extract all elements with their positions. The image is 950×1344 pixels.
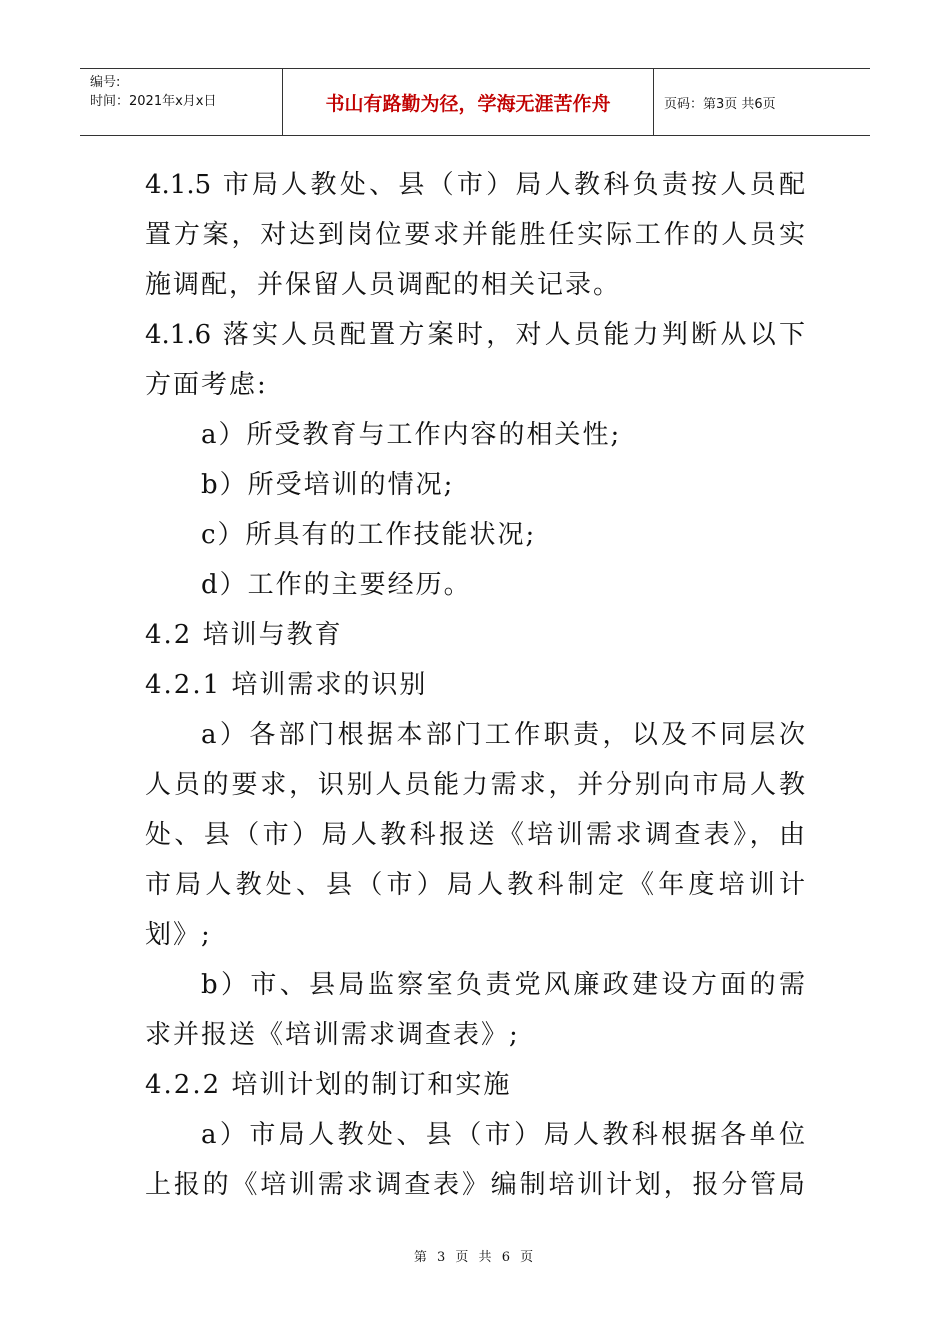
text-line: 划》;	[145, 920, 212, 950]
text-line: 人员的要求，识别人员能力需求，并分别向市局人教	[145, 770, 805, 800]
text-line: 方面考虑:	[145, 370, 268, 400]
text-line: a）各部门根据本部门工作职责，以及不同层次	[201, 720, 805, 750]
list-item: c）所具有的工作技能状况;	[201, 520, 537, 550]
section-heading: 4.2 培训与教育	[145, 620, 343, 650]
page-footer: 第 3 页 共 6 页	[413, 1250, 537, 1265]
header-page-info: 页码：第3页 共6页	[664, 96, 776, 112]
number-label: 编号:	[90, 75, 121, 90]
page-header	[80, 68, 870, 136]
text-line: 处、县（市）局人教科报送《培训需求调查表》，由	[145, 820, 805, 850]
list-item: a）所受教育与工作内容的相关性;	[201, 420, 622, 450]
header-motto: 书山有路勤为径，学海无涯苦作舟	[283, 69, 654, 135]
text-line: b）市、县局监察室负责党风廉政建设方面的需	[201, 970, 805, 1000]
list-item: b）所受培训的情况;	[201, 470, 455, 500]
text-line: 上报的《培训需求调查表》编制培训计划，报分管局	[145, 1170, 805, 1200]
document-body	[145, 160, 805, 1210]
text-line: 求并报送《培训需求调查表》;	[145, 1020, 520, 1050]
subsection-heading: 4.2.2 培训计划的制订和实施	[145, 1070, 512, 1100]
text-line: 4.1.5 市局人教处、县（市）局人教科负责按人员配	[145, 170, 805, 200]
subsection-heading: 4.2.1 培训需求的识别	[145, 670, 428, 700]
text-line: 市局人教处、县（市）局人教科制定《年度培训计	[145, 870, 805, 900]
text-line: a）市局人教处、县（市）局人教科根据各单位	[201, 1120, 805, 1150]
text-line: 置方案，对达到岗位要求并能胜任实际工作的人员实	[145, 220, 805, 250]
header-meta	[80, 69, 283, 135]
text-line: 4.1.6 落实人员配置方案时，对人员能力判断从以下	[145, 320, 805, 350]
text-line: 施调配，并保留人员调配的相关记录。	[145, 270, 622, 300]
time-label: 时间：2021年x月x日	[90, 94, 217, 109]
list-item: d）工作的主要经历。	[201, 570, 472, 600]
